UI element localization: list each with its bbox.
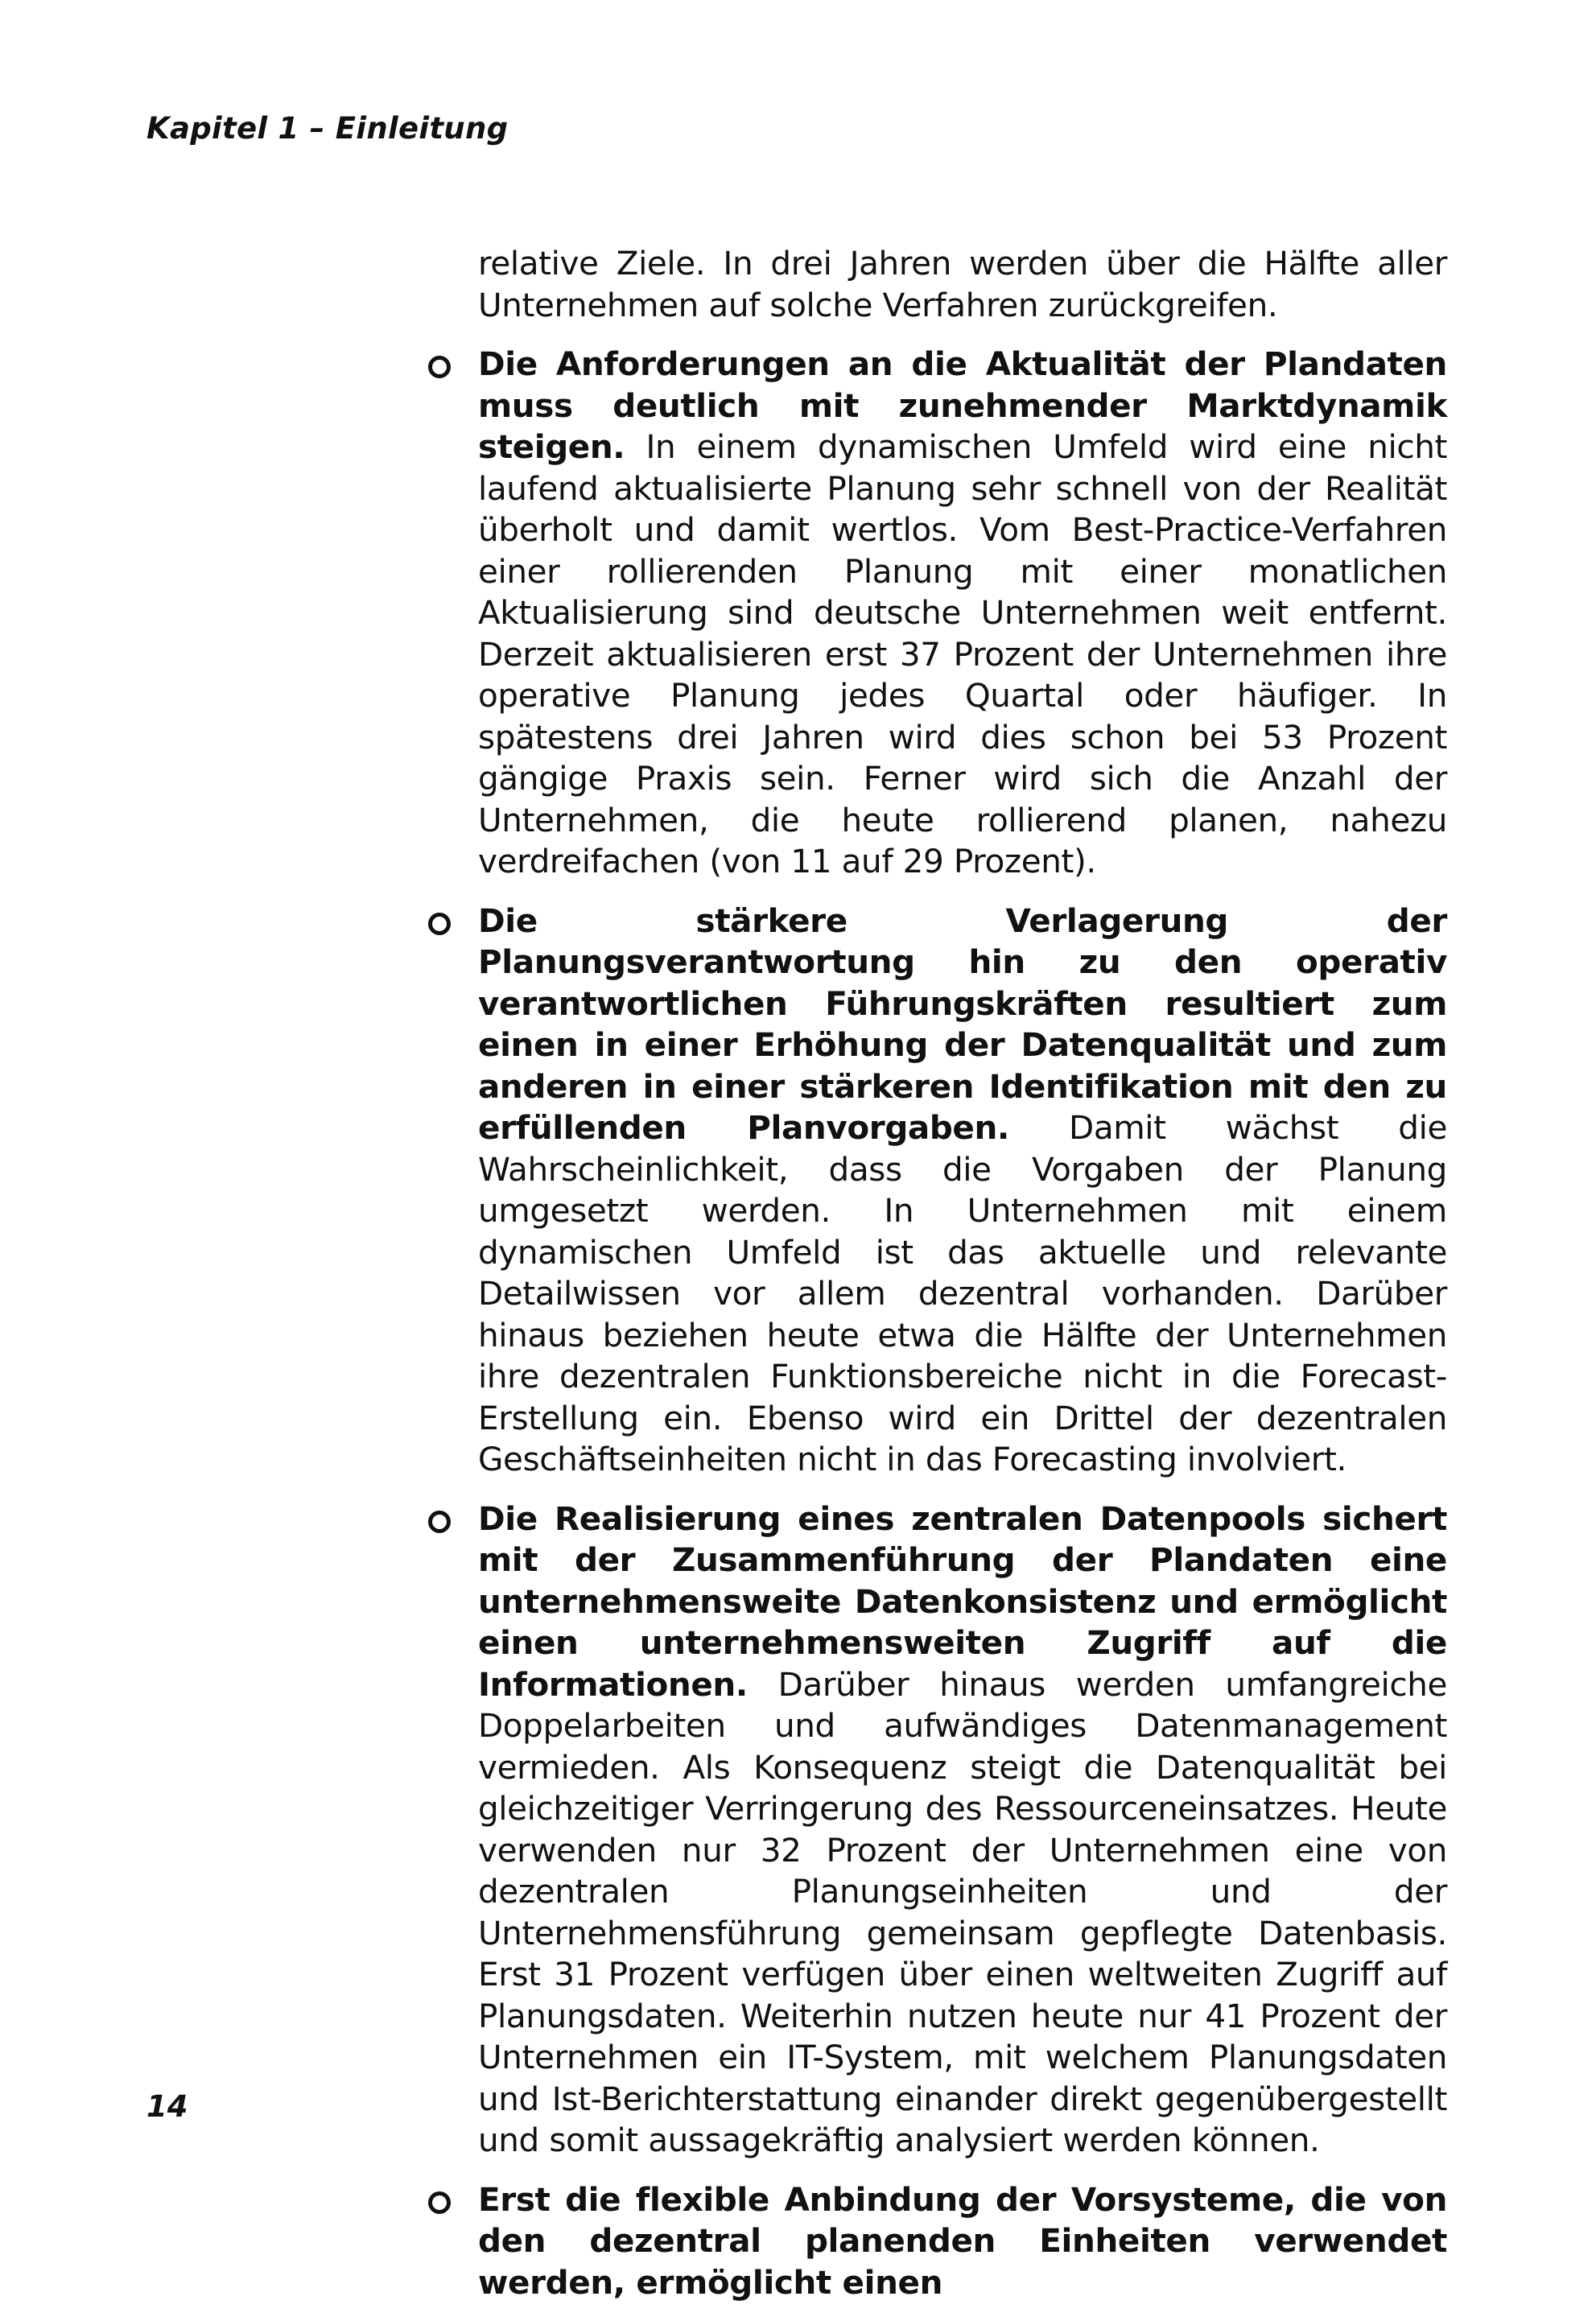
page-number: 14 [146, 2089, 188, 2124]
bullet-circle-icon [428, 1511, 451, 1533]
bullet-bold-lead: Die Anforderungen an die Aktualität der Plandaten muss deutlich mit zunehmender Marktdynamik steigen. [478, 344, 1447, 466]
bullet-item [478, 901, 1447, 1481]
bullet-text [478, 344, 1447, 883]
bullet-circle-icon [428, 356, 451, 378]
bullet-bold-lead: Erst die flexible Anbindung der Vorsysteme, die von den dezentral planenden Einheiten verwendet werden, ermöglicht einen [478, 2179, 1447, 2302]
bullet-item [478, 2179, 1447, 2304]
bullet-circle-icon [428, 913, 451, 935]
bullet-body: Damit wächst die Wahrscheinlichkeit, dass die Vorgaben der Planung umgesetzt werden. In Unternehmen mit einem dynamischen Umfeld ist das aktuelle und relevante Detailwissen vor allem dezentral vorhanden. Darüber hinaus beziehen heute etwa die Hälfte der Unternehmen ihre dezentralen Funktionsbereiche nicht in die Forecast-Erstellung ein. Ebenso wird ein Drittel der dezentralen Geschäftseinheiten nicht in das Forecasting involviert. [478, 1108, 1447, 1478]
body-text [478, 243, 1447, 2321]
bullet-text [478, 901, 1447, 1481]
bullet-body: Darüber hinaus werden umfangreiche Doppelarbeiten und aufwändiges Datenmanagement vermieden. Als Konsequenz steigt die Datenqualität bei gleichzeitiger Verringerung des Ressourceneinsatzes. Heute verwenden nur 32 Prozent der Unternehmen eine von dezentralen Planungseinheiten und der Unternehmensführung gemeinsam gepflegte Datenbasis. Erst 31 Prozent verfügen über einen weltweiten Zugriff auf Planungsdaten. Weiterhin nutzen heute nur 41 Prozent der Unternehmen ein IT-System, mit welchem Planungsdaten und Ist-Berichterstattung einander direkt gegenübergestellt und somit aussagekräftig analysiert werden können. [478, 1664, 1447, 2159]
bullet-text [478, 2179, 1447, 2304]
bullet-text [478, 1499, 1447, 2162]
running-head: Kapitel 1 – Einleitung [146, 111, 509, 146]
bullet-body: In einem dynamischen Umfeld wird eine nicht laufend aktualisierte Planung sehr schnell von der Realität überholt und damit wertlos. Vom Best-Practice-Verfahren einer rollierenden Planung mit einer monatlichen Aktualisierung sind deutsche Unternehmen weit entfernt. Derzeit aktualisieren erst 37 Prozent der Unternehmen ihre operative Planung jedes Quartal oder häufiger. In spätestens drei Jahren wird dies schon bei 53 Prozent gängige Praxis sein. Ferner wird sich die Anzahl der Unternehmen, die heute rollierend planen, nahezu verdreifachen (von 11 auf 29 Prozent). [478, 427, 1447, 880]
bullet-bold-lead: Die stärkere Verlagerung der Planungsverantwortung hin zu den operativ verantwortlichen Führungskräften resultiert zum einen in einer Erhöhung der Datenqualität und zum anderen in einer stärkeren Identifikation mit den zu erfüllenden Planvorgaben. [478, 901, 1447, 1147]
bullet-circle-icon [428, 2191, 451, 2214]
bullet-item [478, 1499, 1447, 2162]
lead-paragraph: relative Ziele. In drei Jahren werden über die Hälfte aller Unternehmen auf solche Verfahren zurückgreifen. [478, 244, 1447, 324]
bullet-item [478, 344, 1447, 883]
bullet-bold-lead: Die Realisierung eines zentralen Datenpools sichert mit der Zusammenführung der Plandaten eine unternehmensweite Datenkonsistenz und ermöglicht einen unternehmensweiten Zugriff auf die Informationen. [478, 1499, 1447, 1704]
